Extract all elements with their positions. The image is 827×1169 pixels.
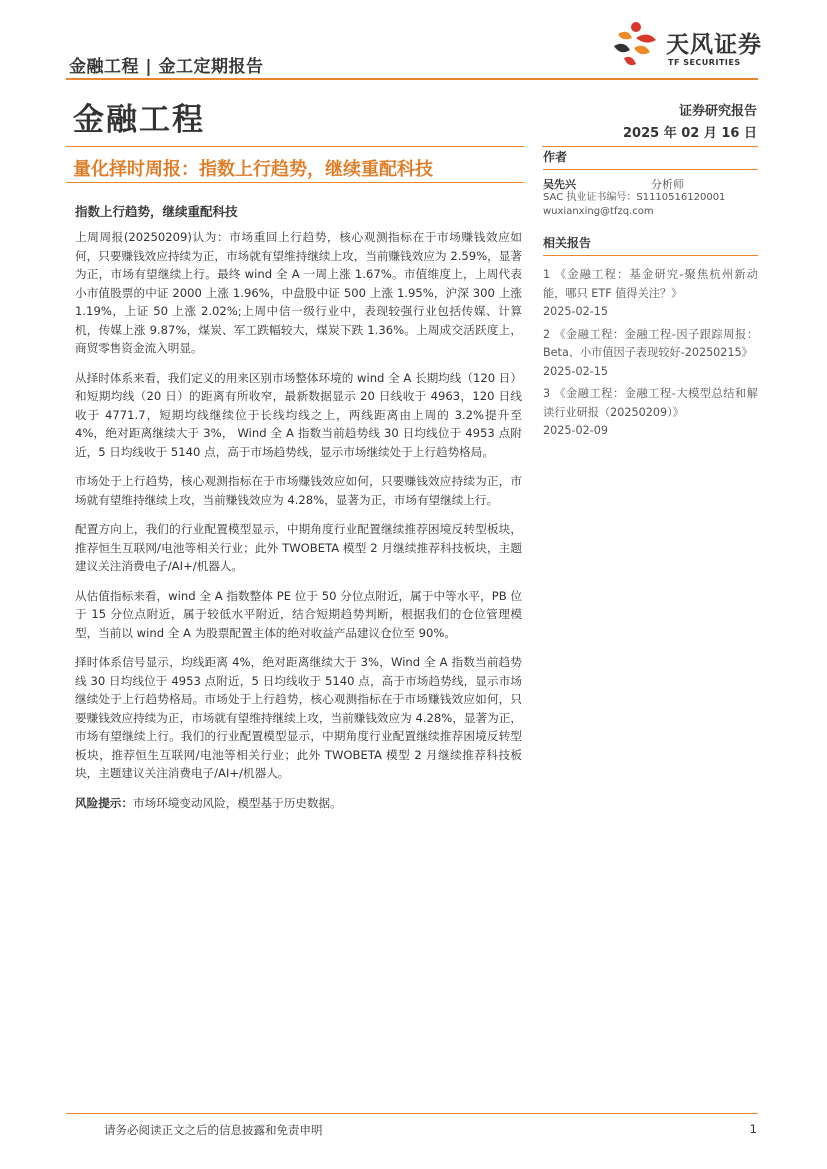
related-list xyxy=(543,266,758,441)
body-paragraph: 从择时体系来看，我们定义的用来区别市场整体环境的 wind 全 A 长期均线（120 日）和短期均线（20 日）的距离有所收窄，最新数据显示 20 日线收于 4963，120 日线收于 4771.7，短期均线继续位于长线均线之上，两线距离由上周的 3.2%提升至 4%，绝对距离继续大于 3%， Wind 全 A 指数当前趋势线 30 日均线位于 4953 点附近，5 日均线收于 5140 点，高于市场趋势线，显示市场继续处于上行趋势格局。 xyxy=(75,370,522,459)
related-report-date: 2025-02-15 xyxy=(543,364,609,378)
report-date: 2025 年 02 月 16 日 xyxy=(623,126,757,141)
author-divider xyxy=(543,169,758,170)
page-section-title: 金融工程 xyxy=(73,102,205,138)
header-section-label: 金融工程 | 金工定期报告 xyxy=(69,57,264,77)
logo-chinese-name: 天风证券 xyxy=(666,32,762,58)
header-divider xyxy=(66,78,758,80)
report-title: 量化择时周报：指数上行趋势，继续重配科技 xyxy=(73,159,433,180)
related-report-title: 2 《金融工程：金融工程-因子跟踪周报：Beta、小市值因子表现较好-20250215》 xyxy=(543,327,758,359)
related-reports-panel xyxy=(543,234,758,445)
summary-subheading: 指数上行趋势，继续重配科技 xyxy=(75,204,238,219)
footer-disclaimer: 请务必阅读正文之后的信息披露和免责申明 xyxy=(104,1123,323,1137)
logo-english-name: TF SECURITIES xyxy=(668,58,741,67)
risk-text: 市场环境变动风险，模型基于历史数据。 xyxy=(132,795,342,810)
author-email[interactable]: wuxianxing@tfzq.com xyxy=(543,206,654,217)
body-paragraph: 配置方向上，我们的行业配置模型显示，中期角度行业配置继续推荐困境反转型板块，推荐恒生互联网/电池等相关行业；此外 TWOBETA 模型 2 月继续推荐科技板块，主题建议关注消费电子/AI+/机器人。 xyxy=(75,522,522,573)
risk-note xyxy=(75,794,522,813)
risk-label: 风险提示： xyxy=(75,795,133,810)
body-paragraph: 从估值指标来看，wind 全 A 指数整体 PE 位于 50 分位点附近，属于中等水平，PB 位于 15 分位点附近，属于较低水平附近，结合短期趋势判断，根据我们的仓位管理模型，当前以 wind 全 A 为股票配置主体的绝对收益产品建议仓位至 90%。 xyxy=(75,588,522,640)
author-name: 吴先兴 xyxy=(543,178,576,191)
author-panel xyxy=(543,148,758,219)
author-heading: 作者 xyxy=(543,150,568,164)
related-report-item[interactable] xyxy=(543,385,758,441)
title-divider-bottom xyxy=(66,182,524,183)
sidebar-divider-top xyxy=(542,146,758,147)
related-report-date: 2025-02-09 xyxy=(543,424,609,437)
related-report-title: 1 《金融工程：基金研究-聚焦杭州新动能，哪只 ETF 值得关注？》 xyxy=(543,268,758,300)
author-certificate: SAC 执业证书编号：S1110516120001 xyxy=(543,192,726,203)
author-role: 分析师 xyxy=(651,178,684,191)
company-logo xyxy=(606,18,766,74)
report-body xyxy=(75,228,522,823)
report-type: 证券研究报告 xyxy=(678,104,757,119)
related-report-title: 3 《金融工程：金融工程-大模型总结和解读行业研报（20250209）》 xyxy=(543,387,758,419)
related-report-date: 2025-02-15 xyxy=(543,305,609,318)
related-heading: 相关报告 xyxy=(543,236,592,250)
author-row xyxy=(543,176,758,191)
title-divider-top xyxy=(66,146,524,147)
body-paragraph: 择时体系信号显示，均线距离 4%，绝对距离继续大于 3%，Wind 全 A 指数当前趋势线 30 日均线位于 4953 点附近，5 日均线收于 5140 点，高于市场趋势线，显示市场继续处于上行趋势格局。市场处于上行趋势，核心观测指标在于市场赚钱效应如何，只要赚钱效应持续为正，市场就有望维持继续上攻，当前赚钱效应为 4.28%，显著为正，市场有望继续上行。我们的行业配置模型显示，中期角度行业配置继续推荐困境反转型板块，推荐恒生互联网/电池等相关行业；此外 TWOBETA 模型 2 月继续推荐科技板块，主题建议关注消费电子/AI+/机器人。 xyxy=(75,655,522,780)
page-number: 1 xyxy=(749,1122,757,1136)
body-paragraph: 市场处于上行趋势，核心观测指标在于市场赚钱效应如何，只要赚钱效应持续为正，市场就有望维持继续上攻，当前赚钱效应为 4.28%，显著为正，市场有望继续上行。 xyxy=(75,474,522,507)
related-report-item[interactable] xyxy=(543,266,758,322)
related-report-item[interactable] xyxy=(543,326,758,382)
body-paragraph: 上周周报(20250209)认为：市场重回上行趋势，核心观测指标在于市场赚钱效应如何，只要赚钱效应持续为正，市场就有望维持继续上攻，当前赚钱效应为 2.59%，显著为正，市场有望继续上行。最终 wind 全 A 一周上涨 1.67%。市值维度上，上周代表小市值股票的中证 2000 上涨 1.96%，中盘股中证 500 上涨 1.95%，沪深 300 上涨 1.19%，上证 50 上涨 2.02%;上周中信一级行业中，表现较强行业包括传媒、计算机，传媒上涨 9.87%，煤炭、军工跌幅较大，煤炭下跌 1.36%。上周成交活跃度上，商贸零售资金流入明显。 xyxy=(75,230,522,355)
logo-mark-icon xyxy=(606,18,662,74)
footer-divider xyxy=(66,1113,758,1114)
related-divider xyxy=(543,255,758,256)
